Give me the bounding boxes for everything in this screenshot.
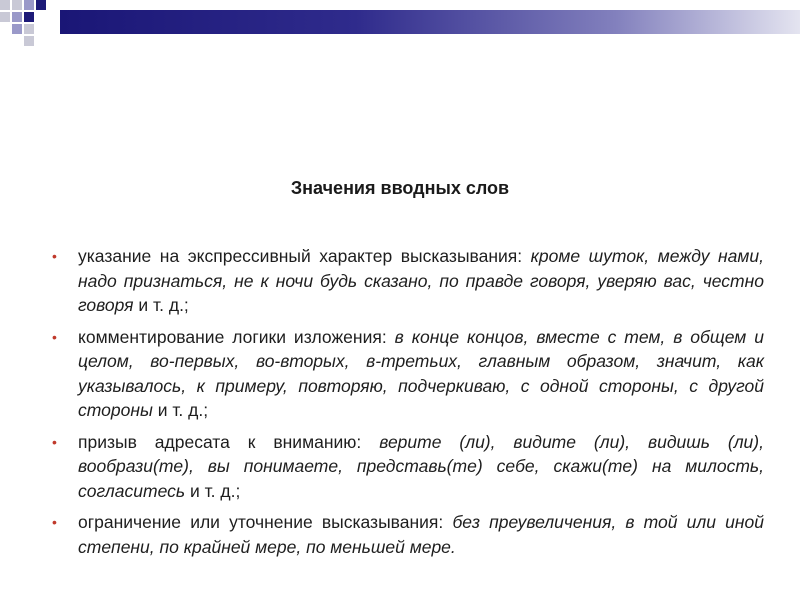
bullet-marker: • bbox=[52, 248, 57, 264]
deco-square bbox=[24, 0, 34, 10]
list-item bbox=[52, 510, 764, 559]
item-tail: и т. д.; bbox=[157, 400, 209, 420]
item-label: призыв адресата к вниманию: bbox=[78, 431, 362, 452]
list-item bbox=[52, 244, 764, 318]
bullet-list bbox=[52, 244, 764, 566]
list-item bbox=[52, 325, 764, 423]
deco-square bbox=[0, 0, 10, 10]
bullet-marker: • bbox=[52, 328, 57, 345]
item-label: ограничение или уточнение высказывания: bbox=[78, 512, 444, 532]
deco-square bbox=[12, 0, 22, 10]
deco-square bbox=[36, 0, 46, 10]
deco-square bbox=[12, 24, 22, 34]
deco-square bbox=[24, 36, 34, 46]
deco-square bbox=[24, 24, 34, 34]
item-label: комментирование логики изложения: bbox=[78, 326, 387, 347]
deco-square bbox=[12, 12, 22, 22]
bullet-marker: • bbox=[52, 433, 57, 450]
item-label: указание на экспрессивный характер высказывания: bbox=[78, 246, 523, 266]
bullet-marker: • bbox=[52, 514, 57, 530]
item-tail: и т. д.; bbox=[138, 295, 189, 315]
item-examples: в конце концов, вместе с тем, в общем и целом, во-первых, во-вторых, в-третьих, главным образом, значит, как указывалось, к примеру, повторяю, подчеркиваю, с одной стороны, с другой стороны bbox=[78, 326, 764, 420]
item-examples: верите (ли), видите (ли), видишь (ли), вообрази(те), вы понимаете, представь(те) себе, скажи(те) на милость, согласитесь bbox=[78, 431, 764, 501]
deco-square bbox=[24, 12, 34, 22]
header-band bbox=[60, 10, 800, 34]
item-examples: без преувеличения, в той или иной степени, по крайней мере, по меньшей мере. bbox=[78, 512, 764, 557]
list-item bbox=[52, 430, 764, 504]
deco-square bbox=[0, 12, 10, 22]
item-examples: кроме шуток, между нами, надо признаться, не к ночи будь сказано, по правде говоря, уверяю вас, честно говоря bbox=[78, 246, 764, 315]
slide-title: Значения вводных слов bbox=[290, 178, 510, 198]
item-tail: и т. д.; bbox=[189, 480, 241, 501]
